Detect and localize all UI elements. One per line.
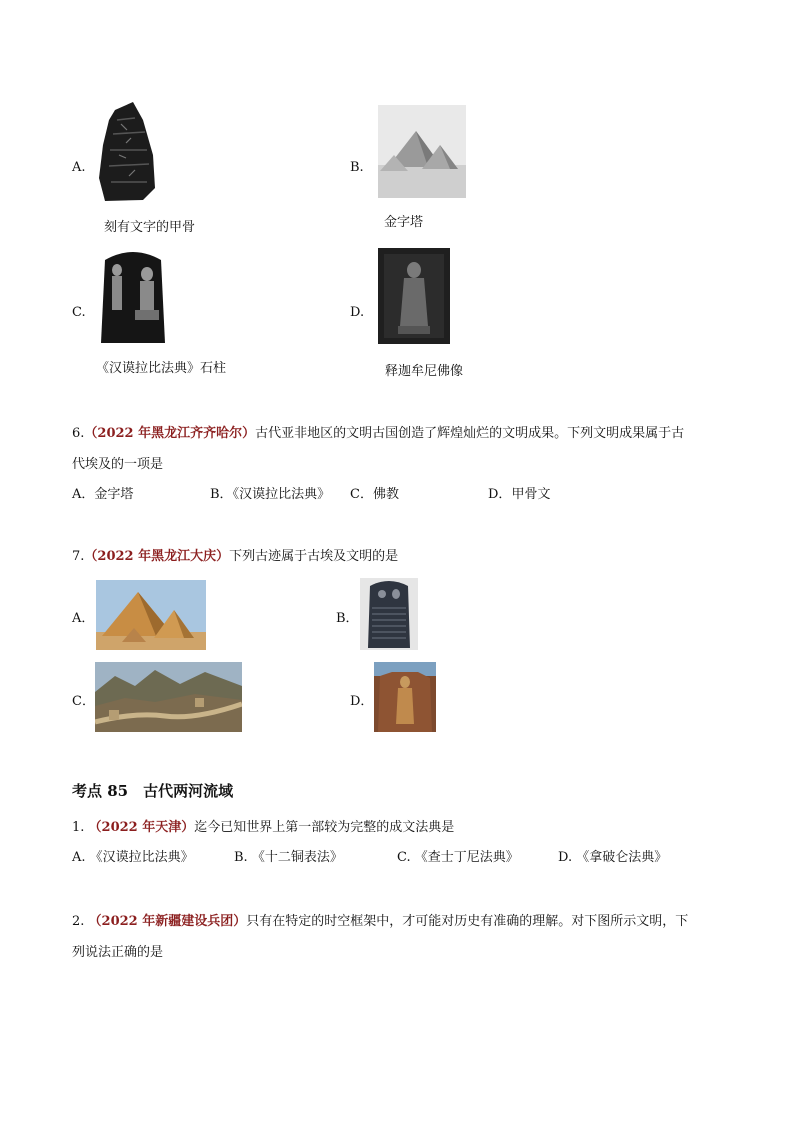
question-stem: 古代亚非地区的文明古国创造了辉煌灿烂的文明成果。下列文明成果属于古: [255, 426, 685, 441]
option-c-caption: 《汉谟拉比法典》石柱: [96, 361, 227, 376]
option-d-letter: D.: [350, 305, 365, 320]
question-number: 2.: [72, 914, 85, 929]
question-source: （2022 年天津）: [88, 820, 195, 835]
q6-option-a: A．金字塔: [72, 487, 134, 502]
s1-option-d: D. 《拿破仑法典》: [558, 850, 668, 865]
question-number: 7.: [72, 549, 85, 564]
q7-option-d-letter: D．: [350, 694, 374, 709]
option-b-caption: 金字塔: [384, 215, 424, 230]
question-7-line1: [72, 547, 398, 567]
question-stem: 迄今已知世界上第一部较为完整的成文法典是: [194, 820, 455, 835]
q6-option-b: B．《汉谟拉比法典》: [210, 487, 331, 502]
question-stem: 下列古迹属于古埃及文明的是: [229, 549, 399, 564]
question-6-line2: 代埃及的一项是: [72, 457, 164, 472]
buddha-photo: [374, 662, 436, 732]
question-source: （2022 年黑龙江齐齐哈尔）: [84, 426, 256, 441]
q6-option-d: D．甲骨文: [488, 487, 551, 502]
section-question-2-line1: [72, 912, 688, 932]
great-wall-photo: [95, 662, 242, 732]
section-question-2-line2: 列说法正确的是: [72, 945, 164, 960]
option-a-letter: A.: [72, 160, 86, 175]
oracle-bone-image: [95, 100, 160, 203]
s1-option-c: C. 《查士丁尼法典》: [397, 850, 519, 865]
option-c-letter: C.: [72, 305, 86, 320]
pyramid-image: [378, 105, 466, 198]
s1-option-b: B. 《十二铜表法》: [234, 850, 343, 865]
question-6-line1: [72, 424, 684, 444]
q7-option-c-letter: C．: [72, 694, 95, 709]
hammurabi-stele-image: [97, 248, 169, 343]
question-number: 1.: [72, 820, 85, 835]
section-question-1-line1: [72, 818, 454, 838]
question-source: （2022 年黑龙江大庆）: [84, 549, 230, 564]
q7-option-b-letter: B．: [336, 611, 359, 626]
buddha-statue-image: [378, 248, 450, 344]
question-source: （2022 年新疆建设兵团）: [88, 914, 247, 929]
q6-option-c: C．佛教: [350, 487, 399, 502]
question-stem: 只有在特定的时空框架中，才可能对历史有准确的理解。对下图所示文明，下: [246, 914, 689, 929]
option-b-letter: B.: [350, 160, 364, 175]
q7-option-a-letter: A．: [72, 611, 95, 626]
s1-option-a: A. 《汉谟拉比法典》: [72, 850, 194, 865]
option-d-caption: 释迦牟尼佛像: [385, 364, 464, 379]
option-a-caption: 刻有文字的甲骨: [104, 220, 196, 235]
stele-photo: [360, 578, 418, 650]
pyramids-photo: [96, 580, 206, 650]
question-number: 6.: [72, 426, 85, 441]
section-heading: 考点 85 古代两河流域: [72, 782, 234, 800]
